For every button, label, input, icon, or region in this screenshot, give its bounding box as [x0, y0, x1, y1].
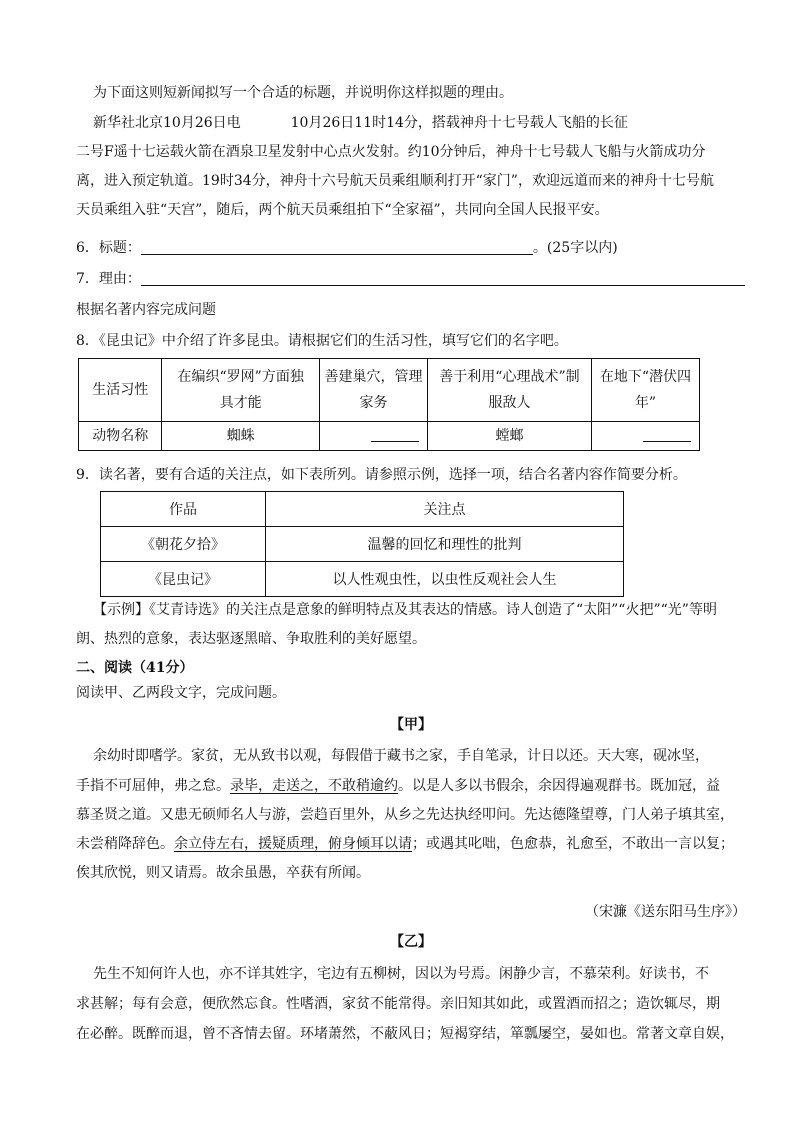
news-line-2: 二号F遥十七运载火箭在酒泉卫星发射中心点火发射。约10分钟后，神舟十七号载人飞船与火箭成功分	[76, 144, 706, 160]
q9-work-cell: 《朝花夕拾》	[101, 527, 266, 562]
q6-row	[76, 234, 746, 262]
q9-example-line-1: 【示例】《艾青诗选》的关注点是意象的鲜明特点及其表达的情感。诗人创造了“太阳”“火把”“光”等明	[93, 602, 717, 618]
jia-underlined-sentence-1: 录毕，走送之，不敢稍逾约	[230, 778, 398, 794]
q8-prompt: 8．《昆虫记》中介绍了许多昆虫。请根据它们的生活习性，填写它们的名字吧。	[76, 333, 568, 349]
yi-line-2: 求甚解；每有会意，便欣然忘食。性嗜酒，家贫不能常得。亲旧知其如此，或置酒而招之；造饮辄尽，期	[76, 996, 720, 1012]
q9-table	[100, 491, 624, 597]
section2-title: 二、阅读（41分）	[76, 660, 194, 676]
q8-habit-cell: 善于利用“心理战术”制 服敌人	[428, 359, 592, 422]
q8-habit-cell: 在编织“罗网”方面独 具才能	[162, 359, 320, 422]
q6-answer-line[interactable]	[141, 238, 533, 255]
intro-text: 为下面这则短新闻拟写一个合适的标题，并说明你这样拟题的理由。	[93, 85, 513, 101]
q7-row	[76, 265, 746, 293]
jia-line-5: 俟其欣悦，则又请焉。故余虽愚，卒获有所闻。	[76, 865, 370, 881]
jia-line-1: 余幼时即嗜学。家贫，无从致书以观，每假借于藏书之家，手自笔录，计日以还。天大寒，砚冰坚，	[93, 748, 709, 764]
jia-line-4: 未尝稍降辞色。余立侍左右，援疑质理，俯身倾耳以请；或遇其叱咄，色愈恭，礼愈至，不敢出一言以复；	[76, 836, 734, 852]
news-line-3: 离，进入预定轨道。19时34分，神舟十六号航天员乘组顺利打开“家门”，欢迎远道而来的神舟十七号航	[76, 173, 714, 189]
jia-underlined-sentence-2: 余立侍左右，援疑质理，俯身倾耳以请	[174, 836, 412, 852]
q8-habits-row	[79, 359, 700, 422]
q8-table	[78, 358, 700, 451]
q9-work-cell: 《昆虫记》	[101, 562, 266, 597]
q8-name-blank[interactable]	[591, 422, 699, 451]
jia-title: 【甲】	[390, 717, 432, 733]
q6-label: 6．标题：	[76, 240, 141, 256]
yi-title: 【乙】	[390, 934, 432, 950]
q7-label: 7．理由：	[76, 271, 141, 287]
yi-line-1: 先生不知何许人也，亦不详其姓字，宅边有五柳树，因以为号焉。闲静少言，不慕荣利。好读书，不	[93, 966, 709, 982]
q7-answer-line[interactable]	[141, 269, 745, 286]
jia-source: （宋濂《送东阳马生序》）	[585, 904, 746, 920]
news-line-1-body: 10月26日11时14分，搭载神舟十七号载人飞船的长征	[290, 115, 628, 131]
q9-prompt: 9．读名著，要有合适的关注点，如下表所列。请参照示例，选择一项，结合名著内容作简要分析。	[76, 467, 687, 483]
yi-line-3: 在必醉。既醉而退，曾不吝情去留。环堵萧然，不蔽风日；短褐穿结，箪瓢屡空，晏如也。常著文章自娱，	[76, 1026, 734, 1042]
news-line-4: 天员乘组入驻“天宫”，随后，两个航天员乘组拍下“全家福”，共同向全国人民报平安。	[76, 202, 609, 218]
q8-name-blank[interactable]	[319, 422, 427, 451]
q8-names-row	[79, 422, 700, 451]
q9-header-work: 作品	[101, 492, 266, 527]
jia-line-2: 手指不可屈伸，弗之怠。录毕，走送之，不敢稍逾约。以是人多以书假余，余因得遍观群书。既加冠，益	[76, 778, 720, 794]
q8-name-cell: 蜘蛛	[162, 422, 320, 451]
news-line-1	[93, 109, 763, 137]
q8-habit-header: 生活习性	[79, 359, 162, 422]
q8-habit-cell: 善建巢穴，管理 家务	[319, 359, 427, 422]
q8-name-header: 动物名称	[79, 422, 162, 451]
q9-example-line-2: 朗、热烈的意象，表达驱逐黑暗、争取胜利的美好愿望。	[76, 631, 426, 647]
jia-line-3: 慕圣贤之道。又患无硕师名人与游，尝趋百里外，从乡之先达执经叩问。先达德隆望尊，门人弟子填其室，	[76, 807, 734, 823]
q9-focus-cell: 温馨的回忆和理性的批判	[266, 527, 624, 562]
q8-habit-cell: 在地下“潜伏四 年”	[591, 359, 699, 422]
section2-instruction: 阅读甲、乙两段文字，完成问题。	[76, 685, 286, 701]
section-note: 根据名著内容完成问题	[76, 302, 216, 318]
q9-header-focus: 关注点	[266, 492, 624, 527]
news-dateline: 新华社北京10月26日电	[93, 115, 241, 131]
table-row	[101, 562, 624, 597]
table-row	[101, 527, 624, 562]
q6-note: 。(25字以内)	[532, 240, 618, 256]
q9-header-row	[101, 492, 624, 527]
q8-name-cell: 螳螂	[428, 422, 592, 451]
q9-focus-cell: 以人性观虫性，以虫性反观社会人生	[266, 562, 624, 597]
